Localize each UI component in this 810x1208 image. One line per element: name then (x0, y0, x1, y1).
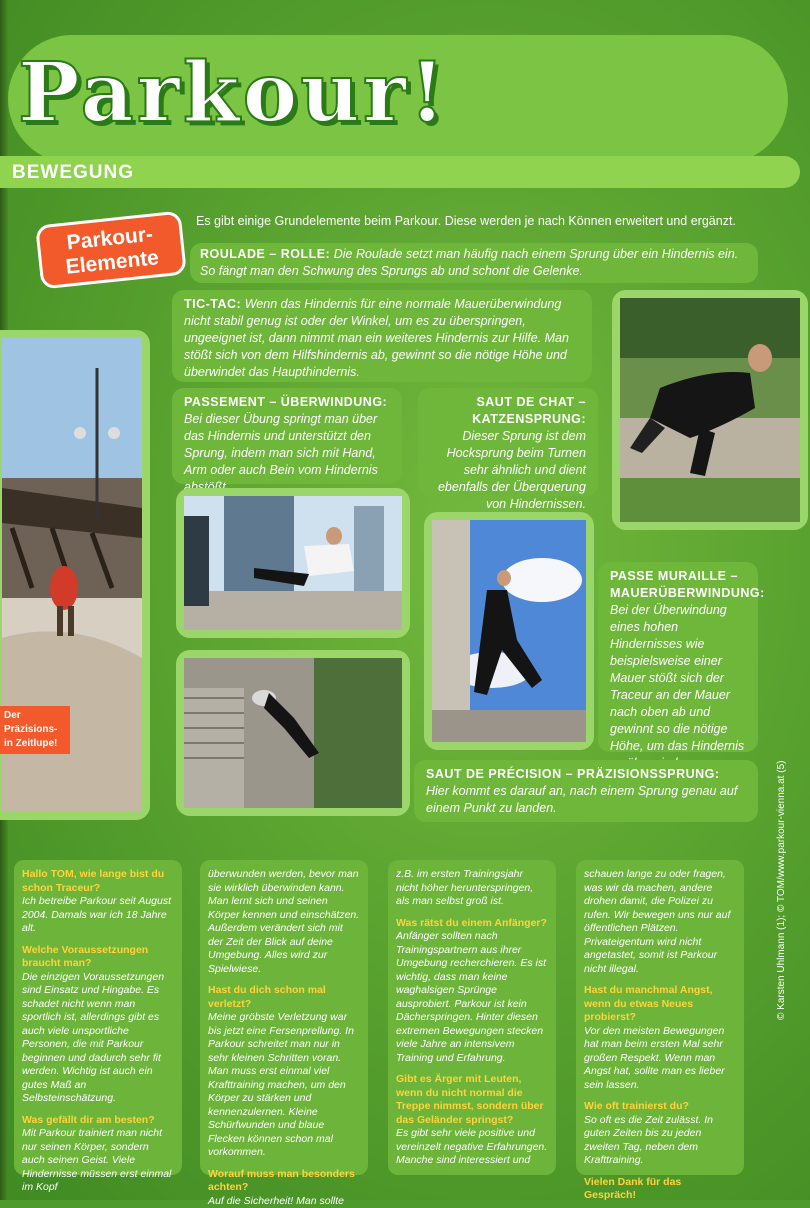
photo-passement (176, 488, 410, 638)
section-label: BEWEGUNG (12, 162, 134, 184)
photo-stairs-image (184, 658, 402, 808)
answer: Mit Parkour trainiert man nicht nur seinen Körper, sondern auch seinen Geist. Viele Hindernisse müssen erst einmal im Kopf (22, 1127, 174, 1195)
interview-column-2 (200, 860, 368, 1175)
answer: Anfänger sollten nach Trainingspartnern aus ihrer Umgebung recherchieren. Es ist wichtig, dass man keine waghalsigen Sprünge ausprobiert. Parkour ist kein Dächerspringen. Hinter diesen extremen Bewegungen stecken viele Jahre an intensivem Training und Erfahrung. (396, 930, 548, 1065)
tictac-box (172, 290, 592, 382)
photo-credit: © Karsten Uhlmann (1); © TOM/www.parkour-vienna.at (5) (776, 761, 787, 1020)
question: Was rätst du einem Anfänger? (396, 917, 548, 931)
interview-column-1 (14, 860, 182, 1175)
saut-chat-heading-1: SAUT DE CHAT – (430, 394, 586, 411)
answer: überwunden werden, bevor man sie wirklich überwinden kann. Man lernt sich und seinen Körper kennen und einschätzen. Außerdem verändert sich mit der Zeit der Blick auf deine Umgebung. Alles wird zur Spielwiese. (208, 868, 360, 976)
interview-column-4 (576, 860, 744, 1175)
answer: So oft es die Zeit zulässt. In guten Zeiten bis zu jeden zweiten Tag, neben dem Krafttraining. (584, 1114, 736, 1168)
saut-chat-heading-2: KATZENSPRUNG: (430, 411, 586, 428)
saut-precision-text: Hier kommt es darauf an, nach einem Sprung genau auf einem Punkt zu landen. (426, 783, 746, 817)
question: Was gefällt dir am besten? (22, 1114, 174, 1128)
question: Hallo TOM, wie lange bist du schon Traceur? (22, 868, 174, 895)
roulade-text: Die Roulade setzt man häufig nach einem Sprung über ein Hindernis ein. So fängt man den Schwung des Sprungs ab und schont die Gelenke. (200, 247, 738, 278)
answer: Auf die Sicherheit! Man sollte (208, 1195, 360, 1208)
roulade-heading: ROULADE – ROLLE: (200, 247, 330, 261)
photo-passement-image (184, 496, 402, 630)
photo-passe-muraille (424, 512, 594, 750)
passement-box (172, 388, 402, 484)
photo-crouch-image (620, 298, 800, 522)
badge-line-1: Parkour- (39, 220, 181, 259)
question: Hast du dich schon mal verletzt? (208, 984, 360, 1011)
passement-heading: PASSEMENT – ÜBERWINDUNG: (184, 394, 390, 411)
answer: schauen lange zu oder fragen, was wir da machen, andere drohen damit, die Polizei zu rufen. Wir bewegen uns nur auf öffentlichen Plätzen. Privateigentum wird nicht angetastet, somit ist Parkour nicht illegal. (584, 868, 736, 976)
passement-text: Bei dieser Übung springt man über das Hindernis und unterstützt den Sprung, indem man sich mit Hand, Arm oder auch Bein vom Hindernis abstößt. (184, 411, 390, 496)
saut-precision-heading: SAUT DE PRÉCISION – PRÄZISIONSSPRUNG: (426, 766, 746, 783)
answer: z.B. im ersten Trainingsjahr nicht höher herunterspringen, als man selbst groß ist. (396, 868, 548, 909)
answer: Vor den meisten Bewegungen hat man beim ersten Mal sehr großen Respekt. Wenn man Angst hat, sollte man es lieber sein lassen. (584, 1025, 736, 1093)
question: Welche Voraussetzungen braucht man? (22, 944, 174, 971)
answer: Ich betreibe Parkour seit August 2004. Damals war ich 18 Jahre alt. (22, 895, 174, 936)
saut-chat-text: Dieser Sprung ist dem Hocksprung beim Turnen sehr ähnlich und dient ebenfalls der Überquerung von Hindernissen. (430, 428, 586, 513)
answer: Die einzigen Voraussetzungen sind Einsatz und Hingabe. Es schadet nicht wenn man sportlich ist, allerdings gibt es auch viele unsportliche Personen, die mit Parkour beginnen und dadurch sehr fit werden. Wichtig ist auch ein gutes Maß an Selbsteinschätzung. (22, 971, 174, 1106)
passe-muraille-text: Bei der Überwindung eines hohen Hindernisses wie beispielsweise einer Mauer stößt sich der Traceur an der Mauer nach oben ab und gewinnt so die nötige Höhe, um das Hindernis (610, 602, 746, 772)
page-title: Parkour! (18, 52, 448, 134)
badge-line-2: Elemente (41, 244, 183, 283)
question: Hast du manchmal Angst, wenn du etwas Neues probierst? (584, 984, 736, 1025)
question: Worauf muss man besonders achten? (208, 1168, 360, 1195)
roulade-box (190, 243, 758, 283)
passe-muraille-box (598, 562, 758, 752)
passe-muraille-heading-1: PASSE MURAILLE – (610, 568, 746, 585)
closing-line: Vielen Dank für das Gespräch! (584, 1176, 736, 1203)
question: Wie oft trainierst du? (584, 1100, 736, 1114)
caption-line-2: in Zeitlupe! (4, 737, 66, 751)
answer: Es gibt sehr viele positive und vereinzelt negative Erfahrungen. Manche sind interessiert und (396, 1127, 548, 1168)
question: Gibt es Ärger mit Leuten, wenn du nicht normal die Treppe nimmst, sondern über das Geländer springst? (396, 1073, 548, 1127)
intro-text: Es gibt einige Grundelemente beim Parkour. Diese werden je nach Können erweitert und ergänzt. (196, 214, 756, 228)
caption-line-1: Der Präzisions- (4, 709, 66, 737)
photo-crouch-jump (612, 290, 808, 530)
precision-caption (0, 706, 70, 754)
photo-stairs-jump (176, 650, 410, 816)
tictac-text: Wenn das Hindernis für eine normale Mauerüberwindung nicht stabil genug ist oder der Winkel, um es zu überspringen, ungeeignet ist, dann nimmt man ein weiteres Hindernis zur Hilfe. Man stößt sich von dem Hilfshindernis ab, gewinnt so die nötige Höhe und überwindet das Haupthindernis. (184, 297, 569, 379)
saut-precision-box (414, 760, 758, 822)
interview-column-3 (388, 860, 556, 1175)
tictac-heading: TIC-TAC: (184, 297, 241, 311)
answer: Meine gröbste Verletzung war bis jetzt eine Fersenprellung. In Parkour schreitet man nur in sehr kleinen Schritten voran. Man muss erst einmal viel Krafttraining machen, um den Körper zu stärken und kennenzulernen. Kleine Schürfwunden und blaue Flecken können schon mal vorkommen. (208, 1011, 360, 1160)
passe-muraille-heading-2: MAUERÜBERWINDUNG: (610, 585, 746, 602)
photo-wall-image (432, 520, 586, 742)
saut-chat-box (418, 388, 598, 496)
